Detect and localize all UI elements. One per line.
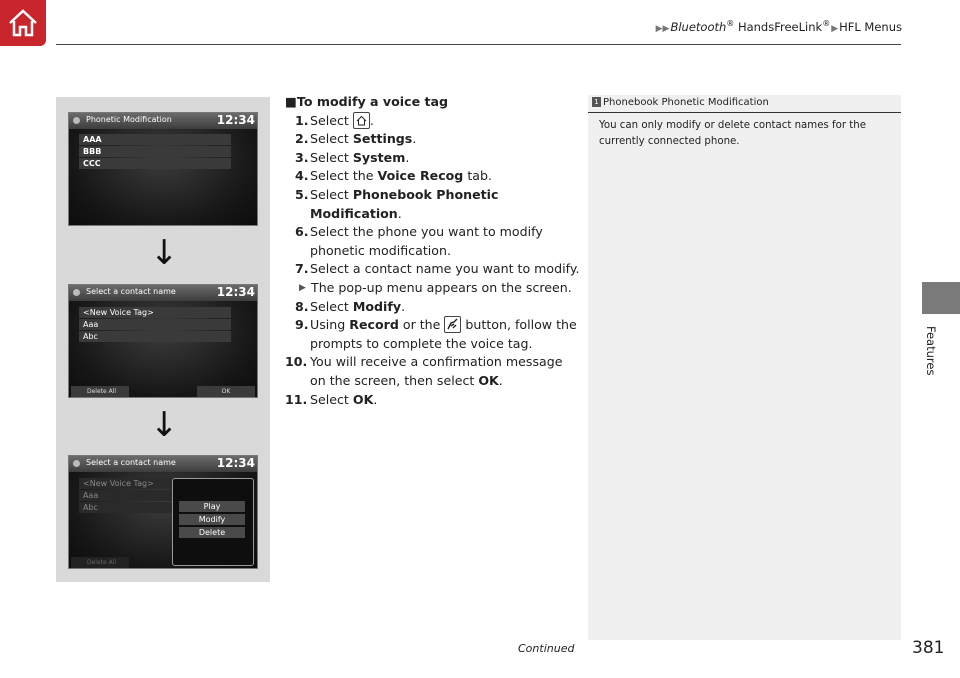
breadcrumb-part-1[interactable]: Bluetooth [670, 19, 727, 34]
list-item: Abc [79, 502, 179, 513]
step-text: You will receive a confirmation message on the screen, then select [310, 354, 563, 388]
header-divider [56, 44, 901, 45]
step [285, 260, 580, 279]
section-label-text: Features [924, 326, 938, 376]
down-arrow-icon: ↓ [150, 405, 179, 445]
step-text: Select [310, 298, 353, 314]
step-target: System [352, 149, 406, 165]
screen-clock: 12:34 [216, 113, 255, 127]
screen-title: Phonetic Modification [86, 115, 172, 124]
screen-select-contact [68, 284, 258, 398]
step [285, 353, 580, 390]
step-text: button, follow the prompts to complete the voice tag. [310, 317, 577, 351]
list-item: Abc [79, 331, 231, 342]
screen-title-bar [69, 285, 257, 301]
step [285, 149, 580, 168]
step [285, 223, 580, 260]
breadcrumb [655, 19, 902, 34]
section-heading [285, 93, 580, 112]
section-tab[interactable] [922, 282, 960, 314]
step-number: 6. [295, 224, 309, 240]
home-icon [6, 6, 40, 40]
ok-button: OK [197, 386, 255, 397]
screen-clock: 12:34 [216, 285, 255, 299]
step [285, 298, 580, 317]
step-text: . [397, 205, 402, 221]
screen-title: Select a contact name [86, 458, 176, 467]
delete-all-button: Delete All [71, 386, 129, 397]
step-text: . [373, 391, 378, 407]
step-text: Using [310, 317, 350, 333]
step-target: Record [349, 317, 399, 333]
note-box [588, 95, 901, 640]
result-arrow-icon: ▶ [299, 282, 306, 293]
step-text: Select [310, 112, 353, 128]
step-number: 1. [295, 112, 309, 128]
step-text: Select [310, 131, 353, 147]
step [285, 112, 580, 131]
section-label [924, 326, 940, 396]
heading-text: To modify a voice tag [296, 94, 449, 109]
breadcrumb-arrow-icon: ▶ [831, 23, 839, 34]
step-target: Voice Recog [377, 168, 464, 184]
step-text: Select [310, 149, 353, 165]
step-text: . [369, 112, 374, 128]
step-number: 10. [285, 354, 308, 370]
registered-mark: ® [822, 19, 831, 28]
list-item: Aaa [79, 490, 179, 501]
step-result [285, 279, 580, 298]
registered-mark: ® [726, 19, 735, 28]
step-text: . [405, 149, 410, 165]
home-button-icon [353, 112, 370, 129]
step-target: OK [478, 372, 499, 388]
step [285, 316, 580, 353]
step-number: 9. [295, 317, 309, 333]
screen-phonetic-modification [68, 112, 258, 226]
step [285, 167, 580, 186]
step-text: Select the phone you want to modify phonetic modification. [310, 224, 543, 258]
breadcrumb-part-2[interactable]: HandsFreeLink [734, 19, 823, 34]
step-text: . [498, 372, 503, 388]
screen-title: Select a contact name [86, 287, 176, 296]
note-title [592, 97, 769, 108]
popup-menu [172, 478, 254, 566]
step-text: or the [398, 317, 445, 333]
home-tile[interactable] [0, 0, 46, 46]
popup-item-play: Play [179, 501, 245, 512]
breadcrumb-arrow-icon: ▶▶ [655, 23, 670, 34]
step-text: Select the [310, 168, 378, 184]
step-number: 11. [285, 391, 308, 407]
back-icon [73, 117, 80, 124]
list-item: <New Voice Tag> [79, 478, 179, 489]
step-target: Phonebook Phonetic Modification [310, 186, 499, 221]
step [285, 130, 580, 149]
talk-button-icon [444, 316, 461, 333]
step-text: . [401, 298, 406, 314]
screen-title-bar [69, 113, 257, 129]
step-text: Select [310, 186, 353, 202]
step-target: Modify [352, 298, 402, 314]
note-body: You can only modify or delete contact names for the currently connected phone. [599, 120, 867, 147]
delete-all-button: Delete All [71, 557, 129, 568]
step-target: Settings [352, 131, 413, 147]
heading-mark: ■ [285, 94, 297, 109]
list-item: BBB [79, 146, 231, 157]
list-item: AAA [79, 134, 231, 145]
step-text: Select a contact name you want to modify. [310, 261, 580, 277]
down-arrow-icon: ↓ [150, 233, 179, 273]
step-number: 2. [295, 131, 309, 147]
step-number: 8. [295, 298, 309, 314]
step-number: 3. [295, 149, 309, 165]
back-icon [73, 289, 80, 296]
step-text: . [412, 131, 417, 147]
note-title-text: Phonebook Phonetic Modification [603, 97, 769, 108]
list-item: CCC [79, 158, 231, 169]
screen-title-bar [69, 456, 257, 472]
step-text: tab. [463, 168, 492, 184]
step-number: 5. [295, 186, 309, 202]
breadcrumb-part-3[interactable]: HFL Menus [839, 19, 902, 34]
step-number: 4. [295, 168, 309, 184]
screen-select-contact-popup [68, 455, 258, 569]
list-item: Aaa [79, 319, 231, 330]
step-target: OK [352, 391, 374, 407]
list-item: <New Voice Tag> [79, 307, 231, 318]
note-mark-icon: 1 [592, 97, 601, 107]
step [285, 391, 580, 410]
step-text: Select [310, 391, 353, 407]
step-result-text: The pop-up menu appears on the screen. [311, 279, 572, 295]
popup-item-modify: Modify [179, 514, 245, 525]
note-header [588, 95, 901, 113]
popup-item-delete: Delete [179, 527, 245, 538]
instructions [285, 93, 580, 409]
page-number: 381 [912, 638, 945, 658]
continued-label: Continued [518, 642, 575, 655]
back-icon [73, 460, 80, 467]
step [285, 186, 580, 223]
screen-clock: 12:34 [216, 456, 255, 470]
step-number: 7. [295, 261, 309, 277]
